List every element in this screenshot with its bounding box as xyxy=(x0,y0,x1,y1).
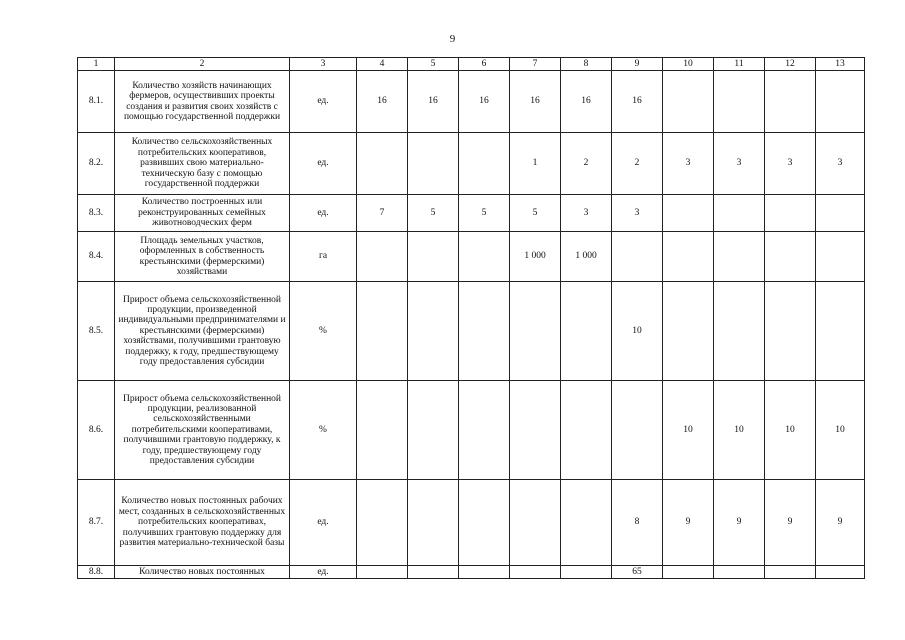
value-cell: 1 000 xyxy=(510,232,561,282)
value-cell: 16 xyxy=(561,71,612,133)
row-description: Прирост объема сельскохозяйственной продукции, произведенной индивидуальными предпринимателями и крестьянскими (фермерскими) хозяйствами, получившими грантовую поддержку, к году, предшествующему году предоставления субсидии xyxy=(115,282,290,381)
value-cell xyxy=(765,566,816,579)
header-cell: 3 xyxy=(290,58,357,71)
value-cell xyxy=(816,195,865,232)
header-cell: 13 xyxy=(816,58,865,71)
row-unit: ед. xyxy=(290,195,357,232)
table-row xyxy=(78,195,865,232)
value-cell xyxy=(765,71,816,133)
value-cell xyxy=(765,232,816,282)
row-description: Прирост объема сельскохозяйственной продукции, реализованной сельскохозяйственными потребительскими кооперативами, получившими грантовую поддержку, к году, предшествующему году предоставления субсидии xyxy=(115,381,290,480)
header-cell: 7 xyxy=(510,58,561,71)
value-cell xyxy=(663,71,714,133)
value-cell: 3 xyxy=(612,195,663,232)
indicators-table xyxy=(77,57,865,579)
row-number: 8.5. xyxy=(78,282,115,381)
value-cell xyxy=(561,480,612,566)
value-cell: 3 xyxy=(561,195,612,232)
value-cell: 9 xyxy=(663,480,714,566)
value-cell xyxy=(408,566,459,579)
value-cell: 3 xyxy=(663,133,714,195)
header-cell: 2 xyxy=(115,58,290,71)
value-cell xyxy=(816,282,865,381)
header-cell: 11 xyxy=(714,58,765,71)
row-unit: % xyxy=(290,282,357,381)
row-number: 8.8. xyxy=(78,566,115,579)
row-unit: ед. xyxy=(290,480,357,566)
value-cell xyxy=(459,282,510,381)
value-cell xyxy=(561,381,612,480)
value-cell xyxy=(459,232,510,282)
header-cell: 8 xyxy=(561,58,612,71)
value-cell: 10 xyxy=(663,381,714,480)
value-cell xyxy=(714,195,765,232)
value-cell xyxy=(663,566,714,579)
row-description: Количество построенных или реконструированных семейных животноводческих ферм xyxy=(115,195,290,232)
row-number: 8.1. xyxy=(78,71,115,133)
value-cell xyxy=(561,282,612,381)
value-cell xyxy=(408,381,459,480)
table-row xyxy=(78,381,865,480)
row-description: Количество сельскохозяйственных потребительских кооперативов, развивших свою материально-техническую базу с помощью государственной поддержки xyxy=(115,133,290,195)
value-cell xyxy=(510,566,561,579)
value-cell: 8 xyxy=(612,480,663,566)
value-cell: 16 xyxy=(408,71,459,133)
table-row xyxy=(78,133,865,195)
row-description: Количество хозяйств начинающих фермеров, осуществивших проекты создания и развития своих хозяйств с помощью государственной поддержки xyxy=(115,71,290,133)
value-cell xyxy=(408,480,459,566)
value-cell: 16 xyxy=(510,71,561,133)
value-cell xyxy=(816,71,865,133)
value-cell xyxy=(357,282,408,381)
row-number: 8.2. xyxy=(78,133,115,195)
value-cell xyxy=(510,480,561,566)
header-cell: 6 xyxy=(459,58,510,71)
row-unit: ед. xyxy=(290,71,357,133)
table-row xyxy=(78,71,865,133)
value-cell xyxy=(357,133,408,195)
value-cell: 2 xyxy=(561,133,612,195)
value-cell: 16 xyxy=(459,71,510,133)
header-cell: 12 xyxy=(765,58,816,71)
value-cell xyxy=(459,480,510,566)
page-number: 9 xyxy=(449,33,456,45)
value-cell: 9 xyxy=(765,480,816,566)
value-cell xyxy=(816,232,865,282)
table-row xyxy=(78,566,865,579)
header-cell: 1 xyxy=(78,58,115,71)
value-cell xyxy=(459,133,510,195)
row-number: 8.7. xyxy=(78,480,115,566)
value-cell: 10 xyxy=(612,282,663,381)
header-cell: 5 xyxy=(408,58,459,71)
value-cell xyxy=(357,566,408,579)
value-cell: 5 xyxy=(510,195,561,232)
value-cell xyxy=(408,282,459,381)
row-unit: ед. xyxy=(290,566,357,579)
header-cell: 10 xyxy=(663,58,714,71)
value-cell: 7 xyxy=(357,195,408,232)
header-cell: 9 xyxy=(612,58,663,71)
value-cell xyxy=(765,282,816,381)
value-cell xyxy=(561,566,612,579)
value-cell: 2 xyxy=(612,133,663,195)
value-cell: 3 xyxy=(714,133,765,195)
value-cell: 9 xyxy=(714,480,765,566)
value-cell xyxy=(510,282,561,381)
value-cell: 3 xyxy=(765,133,816,195)
value-cell xyxy=(357,381,408,480)
header-cell: 4 xyxy=(357,58,408,71)
value-cell xyxy=(714,71,765,133)
value-cell xyxy=(612,381,663,480)
value-cell xyxy=(612,232,663,282)
value-cell xyxy=(714,566,765,579)
row-unit: ед. xyxy=(290,133,357,195)
value-cell: 10 xyxy=(714,381,765,480)
value-cell: 5 xyxy=(408,195,459,232)
value-cell xyxy=(408,232,459,282)
value-cell xyxy=(714,282,765,381)
value-cell: 16 xyxy=(612,71,663,133)
row-description: Площадь земельных участков, оформленных в собственность крестьянскими (фермерскими) хозяйствами xyxy=(115,232,290,282)
row-number: 8.6. xyxy=(78,381,115,480)
value-cell: 1 xyxy=(510,133,561,195)
row-unit: га xyxy=(290,232,357,282)
value-cell xyxy=(663,282,714,381)
value-cell xyxy=(816,566,865,579)
value-cell xyxy=(408,133,459,195)
value-cell: 16 xyxy=(357,71,408,133)
value-cell xyxy=(663,232,714,282)
value-cell xyxy=(510,381,561,480)
value-cell: 10 xyxy=(816,381,865,480)
value-cell xyxy=(357,232,408,282)
value-cell xyxy=(663,195,714,232)
row-unit: % xyxy=(290,381,357,480)
table-row xyxy=(78,282,865,381)
header-row xyxy=(78,58,865,71)
value-cell xyxy=(357,480,408,566)
value-cell: 1 000 xyxy=(561,232,612,282)
value-cell: 10 xyxy=(765,381,816,480)
table-row xyxy=(78,232,865,282)
value-cell: 9 xyxy=(816,480,865,566)
value-cell xyxy=(459,566,510,579)
table-row xyxy=(78,480,865,566)
value-cell: 5 xyxy=(459,195,510,232)
value-cell xyxy=(714,232,765,282)
row-description: Количество новых постоянных рабочих мест, созданных в сельскохозяйственных потребительских кооперативах, получивших грантовую поддержку для развития материально-технической базы xyxy=(115,480,290,566)
value-cell: 65 xyxy=(612,566,663,579)
row-number: 8.4. xyxy=(78,232,115,282)
value-cell: 3 xyxy=(816,133,865,195)
row-number: 8.3. xyxy=(78,195,115,232)
value-cell xyxy=(765,195,816,232)
value-cell xyxy=(459,381,510,480)
row-description: Количество новых постоянных xyxy=(115,566,290,579)
